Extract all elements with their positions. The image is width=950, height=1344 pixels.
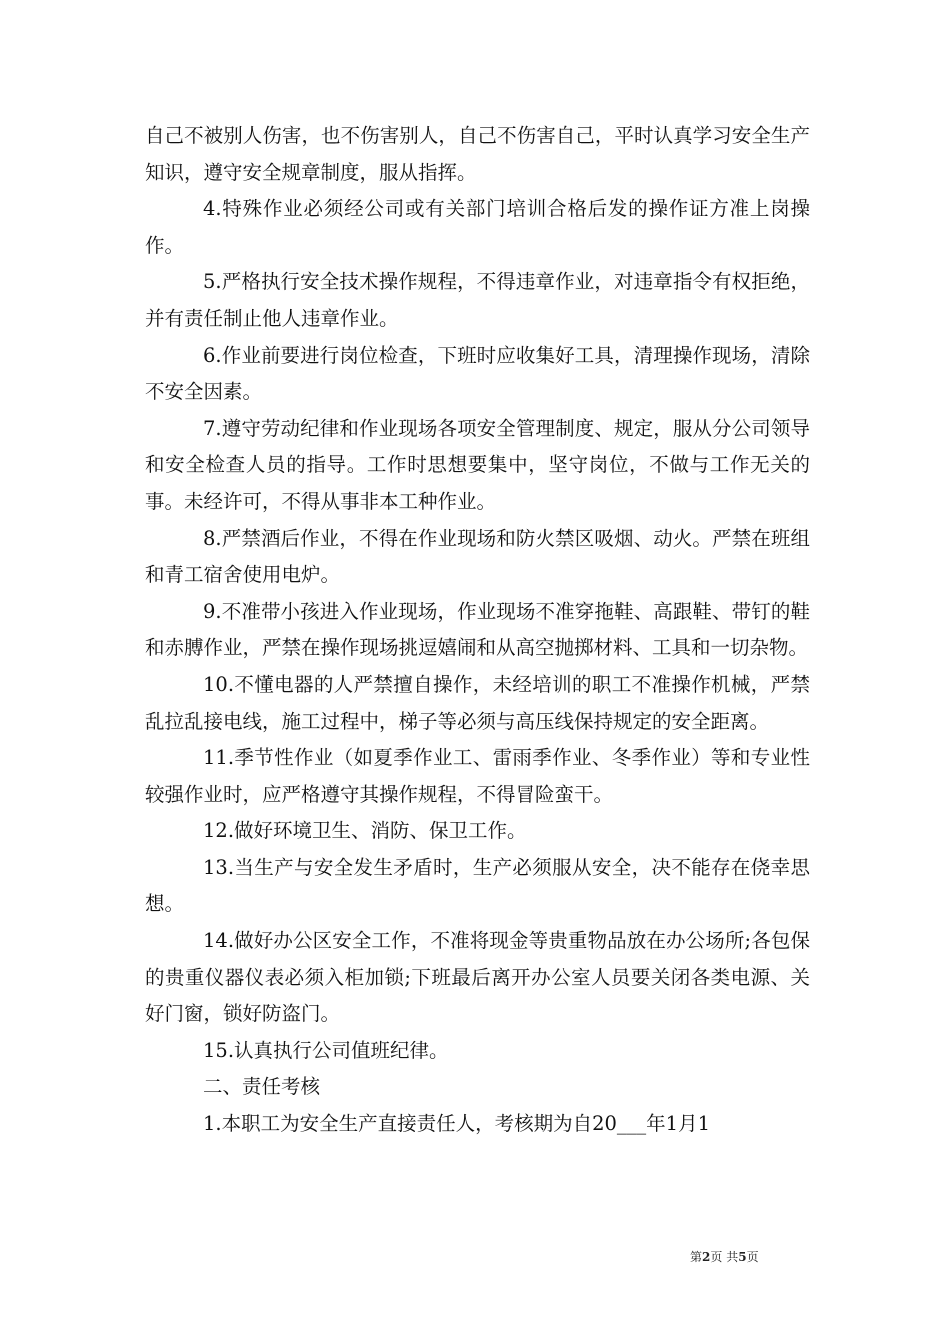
paragraph-item-9: 9.不准带小孩进入作业现场，作业现场不准穿拖鞋、高跟鞋、带钉的鞋和赤膊作业，严禁在操作现场挑逗嬉闹和从高空抛掷材料、工具和一切杂物。 [145,599,810,660]
paragraph-item-14: 14.做好办公区安全工作，不准将现金等贵重物品放在办公场所;各包保的贵重仪器仪表必须入柜加锁;下班最后离开办公室人员要关闭各类电源、关好门窗，锁好防盗门。 [145,929,810,1026]
paragraph-item-7: 7.遵守劳动纪律和作业现场各项安全管理制度、规定，服从分公司领导和安全检查人员的指导。工作时思想要集中，坚守岗位，不做与工作无关的事。未经许可，不得从事非本工种作业。 [145,416,810,513]
paragraph-item-10: 10.不懂电器的人严禁擅自操作，未经培训的职工不准操作机械，严禁乱拉乱接电线，施工过程中，梯子等必须与高压线保持规定的安全距离。 [145,672,810,733]
paragraph-item-15: 15.认真执行公司值班纪律。 [203,1038,449,1062]
paragraph-item-11: 11.季节性作业（如夏季作业工、雷雨季作业、冬季作业）等和专业性较强作业时，应严格遵守其操作规程，不得冒险蛮干。 [145,746,810,806]
footer-middle: 页 共 [710,1250,739,1264]
paragraph-item-6: 6.作业前要进行岗位检查，下班时应收集好工具，清理操作现场，清除不安全因素。 [145,343,810,404]
paragraph-item-12: 12.做好环境卫生、消防、保卫工作。 [203,819,527,843]
footer-suffix: 页 [746,1250,759,1264]
paragraph-item-13: 13.当生产与安全发生矛盾时，生产必须服从安全，决不能存在侥幸思想。 [145,855,810,916]
paragraph-continuation: 自己不被别人伤害，也不伤害别人，自己不伤害自己，平时认真学习安全生产知识，遵守安全规章制度，服从指挥。 [145,124,810,184]
footer-prefix: 第 [690,1250,703,1264]
section-heading-responsibility: 二、责任考核 [203,1075,321,1099]
document-body [145,118,810,1143]
page-footer [690,1248,759,1265]
paragraph-responsibility-1: 1.本职工为安全生产直接责任人，考核期为自20___年1月1 [203,1112,710,1136]
paragraph-item-4: 4.特殊作业必须经公司或有关部门培训合格后发的操作证方准上岗操作。 [145,197,810,257]
footer-page-number: 2 [702,1250,711,1264]
paragraph-item-5: 5.严格执行安全技术操作规程，不得违章作业，对违章指令有权拒绝，并有责任制止他人违章作业。 [145,270,810,330]
paragraph-item-8: 8.严禁酒后作业，不得在作业现场和防火禁区吸烟、动火。严禁在班组和青工宿舍使用电炉。 [145,526,810,587]
footer-total-pages: 5 [738,1250,747,1264]
